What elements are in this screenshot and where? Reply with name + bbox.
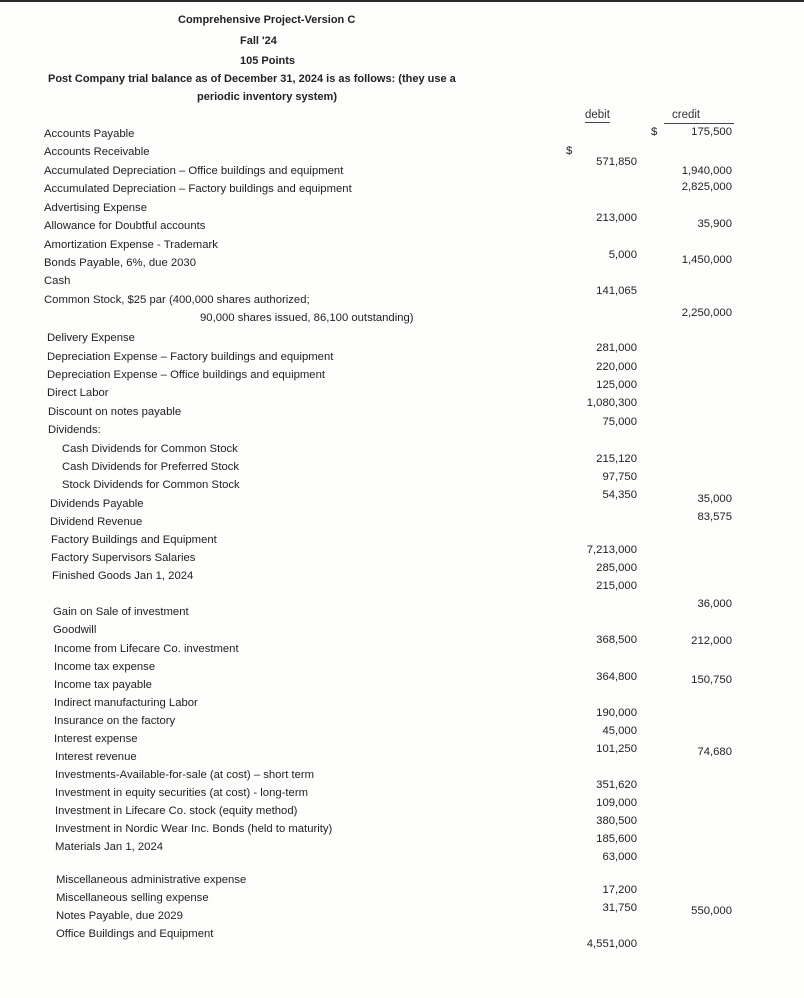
account-label: Depreciation Expense – Factory buildings and equipment: [47, 351, 334, 363]
account-label: Factory Buildings and Equipment: [51, 534, 217, 546]
credit-amount: 35,000: [697, 493, 732, 505]
account-label: Finished Goods Jan 1, 2024: [52, 570, 194, 582]
debit-amount: 380,500: [596, 815, 637, 827]
account-label: Accumulated Depreciation – Factory buildings and equipment: [44, 183, 352, 195]
credit-amount: 2,250,000: [681, 307, 732, 319]
account-label: Investments-Available-for-sale (at cost) – short term: [55, 769, 315, 781]
account-label: Interest revenue: [55, 751, 137, 763]
credit-amount: 1,450,000: [681, 254, 732, 266]
credit-amount: 74,680: [697, 746, 732, 758]
credit-amount: 83,575: [697, 511, 732, 523]
debit-amount: 4,551,000: [586, 938, 637, 950]
term-label: Fall '24: [240, 35, 277, 47]
debit-amount: 45,000: [602, 725, 637, 737]
debit-amount: 190,000: [596, 707, 637, 719]
credit-dollar-sign: $: [651, 126, 658, 138]
debit-amount: 75,000: [602, 416, 637, 428]
account-label: Materials Jan 1, 2024: [55, 841, 164, 853]
account-label: Dividend Revenue: [50, 516, 143, 528]
debit-amount: 185,600: [596, 833, 637, 845]
document-title: Comprehensive Project-Version C: [178, 14, 356, 26]
account-label: Cash: [44, 275, 71, 287]
account-label: Dividends:: [48, 424, 101, 436]
account-label: Goodwill: [53, 624, 97, 636]
credit-amount: 2,825,000: [681, 181, 732, 193]
account-label: Income tax payable: [54, 679, 152, 691]
debit-amount: 364,800: [596, 671, 637, 683]
credit-amount: 150,750: [691, 674, 732, 686]
debit-amount: 17,200: [602, 884, 637, 896]
account-label: Accounts Payable: [44, 128, 135, 140]
debit-dollar-sign: $: [566, 145, 573, 157]
account-label: Notes Payable, due 2029: [56, 910, 183, 922]
credit-header-underline: [664, 123, 734, 124]
debit-amount: 101,250: [596, 743, 637, 755]
debit-amount: 109,000: [596, 797, 637, 809]
account-label: Investment in Lifecare Co. stock (equity method): [55, 805, 298, 817]
debit-amount: 125,000: [596, 379, 637, 391]
debit-column-header: debit: [585, 109, 610, 121]
debit-amount: 63,000: [602, 851, 637, 863]
account-label: Discount on notes payable: [48, 406, 182, 418]
account-label: Miscellaneous administrative expense: [56, 874, 247, 886]
account-label: 90,000 shares issued, 86,100 outstanding): [200, 312, 414, 324]
account-label: Dividends Payable: [50, 498, 144, 510]
credit-amount: 212,000: [691, 635, 732, 647]
account-label: Delivery Expense: [47, 332, 135, 344]
credit-amount: 1,940,000: [681, 165, 732, 177]
credit-amount: 550,000: [691, 905, 732, 917]
points-label: 105 Points: [240, 55, 296, 67]
debit-amount: 31,750: [602, 902, 637, 914]
debit-amount: 285,000: [596, 562, 637, 574]
account-label: Accounts Receivable: [44, 146, 150, 158]
account-label: Miscellaneous selling expense: [56, 892, 209, 904]
account-label: Cash Dividends for Common Stock: [62, 443, 238, 455]
debit-amount: 351,620: [596, 779, 637, 791]
debit-amount: 215,000: [596, 580, 637, 592]
credit-amount: 175,500: [691, 126, 732, 138]
account-label: Depreciation Expense – Office buildings and equipment: [47, 369, 325, 381]
account-label: Investment in equity securities (at cost) - long-term: [55, 787, 309, 799]
account-label: Stock Dividends for Common Stock: [62, 479, 240, 491]
debit-amount: 213,000: [596, 212, 637, 224]
account-label: Amortization Expense - Trademark: [44, 239, 218, 251]
debit-amount: 571,850: [596, 156, 637, 168]
debit-amount: 7,213,000: [586, 544, 637, 556]
account-label: Indirect manufacturing Labor: [54, 697, 198, 709]
account-label: Accumulated Depreciation – Office buildings and equipment: [44, 165, 344, 177]
account-label: Investment in Nordic Wear Inc. Bonds (held to maturity): [55, 823, 333, 835]
debit-amount: 215,120: [596, 453, 637, 465]
account-label: Income tax expense: [54, 661, 156, 673]
account-label: Gain on Sale of investment: [53, 606, 189, 618]
account-label: Common Stock, $25 par (400,000 shares authorized;: [44, 294, 310, 306]
debit-amount: 1,080,300: [586, 397, 637, 409]
account-label: Income from Lifecare Co. investment: [54, 643, 239, 655]
account-label: Advertising Expense: [44, 202, 147, 214]
intro-line-2: periodic inventory system): [197, 91, 337, 103]
debit-amount: 5,000: [608, 249, 637, 261]
account-label: Allowance for Doubtful accounts: [44, 220, 206, 232]
account-label: Direct Labor: [47, 387, 109, 399]
credit-amount: 35,900: [697, 218, 732, 230]
account-label: Factory Supervisors Salaries: [51, 552, 196, 564]
credit-amount: 36,000: [697, 598, 732, 610]
debit-amount: 368,500: [596, 634, 637, 646]
account-label: Insurance on the factory: [54, 715, 176, 727]
credit-column-header: credit: [672, 109, 701, 121]
account-label: Interest expense: [54, 733, 138, 745]
account-label: Office Buildings and Equipment: [56, 928, 214, 940]
debit-amount: 97,750: [602, 471, 637, 483]
account-label: Bonds Payable, 6%, due 2030: [44, 257, 196, 269]
account-label: Cash Dividends for Preferred Stock: [62, 461, 240, 473]
debit-amount: 54,350: [602, 489, 637, 501]
debit-amount: 220,000: [596, 361, 637, 373]
intro-line-1: Post Company trial balance as of December 31, 2024 is as follows: (they use a: [48, 73, 456, 85]
debit-amount: 141,065: [596, 285, 637, 297]
debit-amount: 281,000: [596, 342, 637, 354]
